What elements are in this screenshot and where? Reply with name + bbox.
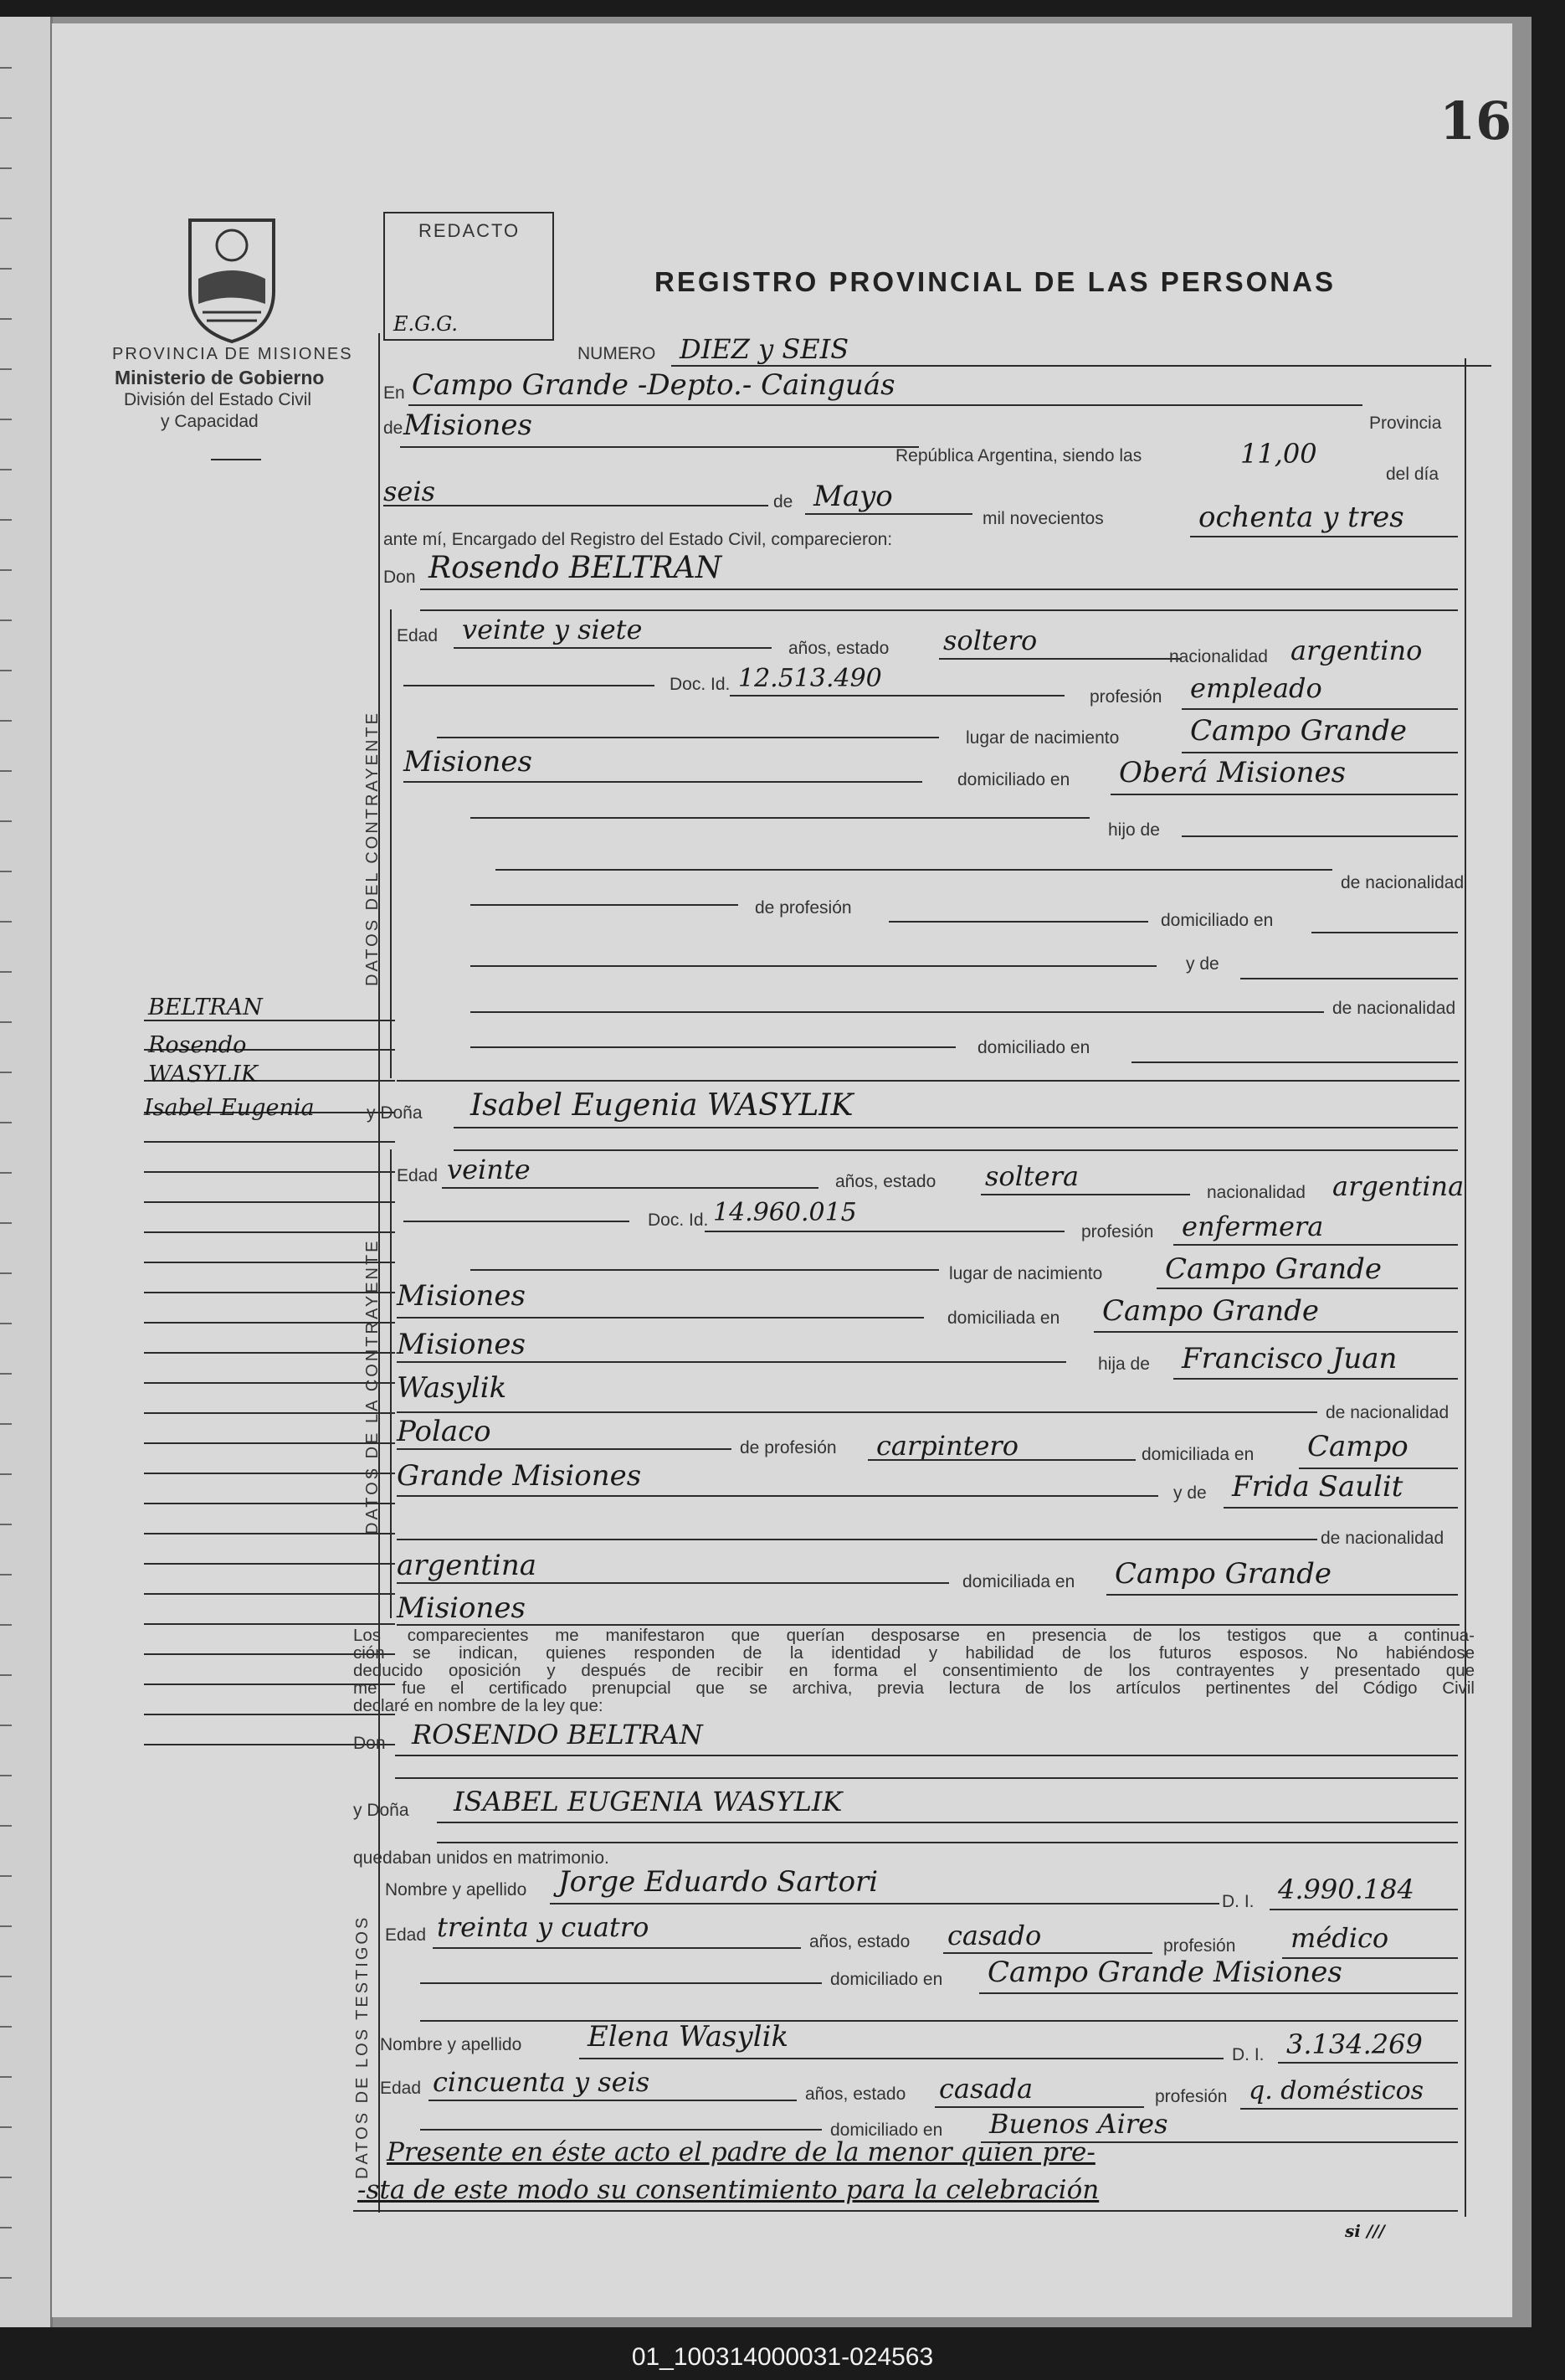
c-lugar-line (1182, 752, 1458, 753)
spine-tick (0, 67, 12, 69)
spine-tick (0, 117, 12, 119)
padre-nac-value: Polaco (397, 1415, 491, 1448)
t2-edad-label: Edad (380, 2079, 422, 2098)
domiciliado-label: domiciliado en (957, 770, 1070, 789)
spine-tick (0, 619, 12, 621)
t1-dom-line (979, 1992, 1458, 1994)
sigue-text: si /// (1345, 2221, 1385, 2241)
t1-nombre-value: Jorge Eduardo Sartori (558, 1865, 879, 1899)
y-de-label: y de (1186, 954, 1219, 974)
issuer-line-3: División del Estado Civil (124, 390, 312, 409)
margin-name-4: Isabel Eugenia (144, 1095, 315, 1121)
c-blank-line-1 (470, 817, 1090, 819)
t1-domiciliado-label: domiciliado en (830, 1970, 943, 1989)
f-domicilio-value: Campo Grande (1102, 1294, 1320, 1328)
nacionalidad-label: nacionalidad (1169, 647, 1268, 666)
form-border-right (1465, 358, 1466, 2217)
issuer-line-4: y Capacidad (161, 412, 259, 431)
t1-profesion-value: médico (1290, 1922, 1389, 1954)
spine-tick (0, 770, 12, 772)
margin-ruled-line (144, 1442, 395, 1444)
spine-tick (0, 720, 12, 722)
madre-dom-value: Campo Grande (1115, 1557, 1332, 1591)
t1-di-value: 4.990.184 (1278, 1874, 1414, 1905)
en-value: Campo Grande -Depto.- Cainguás (412, 368, 895, 402)
statement-line-5: declaré en nombre de la ley que: (353, 1696, 603, 1715)
c-blank-line-8 (470, 1011, 1324, 1013)
t1-estado-value: casado (947, 1920, 1042, 1951)
margin-ruled-line (144, 1141, 395, 1143)
spine-tick (0, 1222, 12, 1224)
profesion-label: profesión (1090, 687, 1162, 707)
spine-tick (0, 2076, 12, 2078)
margin-ruled-line (144, 1322, 395, 1324)
dia-line (383, 505, 768, 506)
nota-line-2: -sta de este modo su consentimiento para la celebración (357, 2175, 1100, 2205)
madre-dom-line (1106, 1594, 1458, 1596)
padre-value-2: Wasylik (397, 1371, 507, 1405)
t2-profesion-value: q. domésticos (1249, 2076, 1424, 2105)
spine-tick (0, 519, 12, 521)
quedaban-text: quedaban unidos en matrimonio. (353, 1848, 609, 1868)
spine-tick (0, 1825, 12, 1827)
c-nacionalidad-value: argentino (1290, 635, 1423, 666)
f-domiciliada-label-2: domiciliada en (1142, 1445, 1255, 1464)
margin-ruled-line (144, 1593, 395, 1595)
don-value: Rosendo BELTRAN (428, 551, 722, 585)
t2-edad-value: cincuenta y seis (433, 2066, 650, 2098)
c-blank-line-11 (397, 1080, 1460, 1082)
t2-domicilio-value: Buenos Aires (989, 2108, 1168, 2140)
f-lugar-line-2 (397, 1317, 924, 1319)
f-de-profesion-label: de profesión (740, 1438, 837, 1457)
t1-edad-line (433, 1947, 801, 1949)
c-lugar-value-2: Misiones (403, 745, 532, 779)
c-domiciliado-label-2: domiciliado en (1161, 911, 1274, 930)
c-doc-value: 12.513.490 (738, 664, 882, 693)
t1-dom-pre-line (420, 1982, 822, 1984)
republica-text: República Argentina, siendo las (895, 446, 1142, 465)
f-lugar-value: Campo Grande (1165, 1252, 1383, 1286)
issuer-line-1: PROVINCIA DE MISIONES (112, 345, 353, 363)
margin-ruled-line (144, 1412, 395, 1414)
padre-nac-line (397, 1448, 731, 1450)
margin-ruled-line (144, 1533, 395, 1534)
spine-tick (0, 1775, 12, 1776)
margin-name-1: BELTRAN (148, 995, 263, 1020)
margin-ruled-line (144, 1231, 395, 1233)
f-domicilio-line (1094, 1331, 1458, 1333)
anio-line (1190, 536, 1458, 537)
c-profesion-line (1182, 708, 1458, 710)
padre-dom-line-2 (397, 1495, 1158, 1497)
don-line-2 (420, 609, 1458, 611)
margin-ruled-line (144, 1201, 395, 1203)
de-mes-label: de (773, 492, 793, 511)
c-blank-line-3 (470, 904, 738, 906)
f-edad-line (442, 1187, 818, 1189)
spine-tick (0, 1122, 12, 1123)
margin-ruled-line (144, 1382, 395, 1384)
spine-tick (0, 1925, 12, 1927)
padre-prof-line (868, 1459, 1136, 1461)
c-blank-line-4 (889, 921, 1148, 923)
spine-tick (0, 167, 12, 169)
c-blank-line-2 (495, 869, 1332, 871)
doc-label: Doc. Id. (670, 675, 731, 694)
f-y-de-label: y de (1173, 1483, 1207, 1503)
padre-dom-value-2: Grande Misiones (397, 1459, 642, 1493)
lugar-nac-label: lugar de nacimiento (966, 728, 1120, 748)
f-profesion-line (1173, 1244, 1458, 1246)
spine-tick (0, 1072, 12, 1073)
f-nacionalidad-label: nacionalidad (1207, 1183, 1306, 1202)
dona-final-line-1 (437, 1822, 1458, 1823)
spine-tick (0, 1473, 12, 1475)
f-doc-label: Doc. Id. (648, 1211, 709, 1230)
spine-tick (0, 1976, 12, 1977)
padre-line (1173, 1378, 1458, 1380)
spine-tick (0, 1172, 12, 1174)
c-blank-line-5 (1311, 932, 1458, 933)
madre-nac-line (397, 1582, 949, 1584)
t1-nombre-line (550, 1903, 1219, 1905)
statement-paragraph (353, 1627, 1475, 1714)
dona-final-line-2 (437, 1842, 1458, 1843)
f-blank-line-1 (397, 1539, 1317, 1540)
margin-ruled-line (144, 1623, 395, 1625)
madre-value: Frida Saulit (1232, 1470, 1403, 1504)
spine-tick (0, 820, 12, 822)
mes-line (805, 513, 972, 515)
spine-tick (0, 2126, 12, 2128)
c-lugar-pre-line (437, 737, 939, 738)
don-final-value: ROSENDO BELTRAN (412, 1719, 703, 1750)
spine-tick (0, 1524, 12, 1525)
t1-profesion-label: profesión (1163, 1936, 1236, 1956)
c-edad-value: veinte y siete (462, 614, 643, 645)
datos-la-contrayente-label: DATOS DE LA CONTRAYENTE (363, 1238, 382, 1534)
t1-di-line (1270, 1909, 1458, 1910)
redacto-box (383, 212, 554, 341)
statement-line-3: deducido oposición y después de recibir en forma el consentimiento de los contrayentes y presentado que (353, 1661, 1475, 1680)
anos-estado-label: años, estado (788, 639, 890, 658)
c-estado-value: soltero (943, 625, 1038, 656)
spine-tick (0, 1423, 12, 1425)
margin-ruled-line (144, 1473, 395, 1474)
spine-tick (0, 2227, 12, 2228)
spine-tick (0, 921, 12, 923)
f-domicilio-line-2 (397, 1361, 1066, 1363)
f-profesion-label: profesión (1081, 1222, 1154, 1241)
margin-ruled-line (144, 1292, 395, 1293)
t2-nombre-line (579, 2058, 1224, 2059)
spine-tick (0, 2026, 12, 2028)
spine-tick (0, 871, 12, 872)
f-edad-value: veinte (447, 1154, 531, 1185)
de-profesion-label: de profesión (755, 898, 852, 918)
en-line (408, 404, 1362, 406)
spine-tick (0, 1272, 12, 1274)
dona-value: Isabel Eugenia WASYLIK (470, 1088, 854, 1123)
c-domicilio-value: Oberá Misiones (1119, 756, 1347, 789)
page-number: 16 (1439, 90, 1512, 152)
spine-tick (0, 1574, 12, 1576)
don-final-line-2 (395, 1777, 1458, 1779)
spine-tick (0, 419, 12, 420)
spine-tick (0, 569, 12, 571)
document-page (52, 23, 1512, 2317)
spine-tick (0, 2277, 12, 2279)
provincia-line (400, 446, 919, 448)
provincia-label: Provincia (1369, 414, 1442, 433)
contrayente-bracket (390, 609, 392, 1078)
c-domicilio-line (1111, 794, 1458, 795)
numero-line (671, 365, 1491, 367)
c-doc-pre-line (403, 685, 654, 686)
spine-tick (0, 670, 12, 671)
padre-line-2 (397, 1411, 1317, 1413)
spine-tick (0, 1323, 12, 1324)
spine-tick (0, 1373, 12, 1375)
don-line-1 (420, 589, 1458, 590)
don-label: Don (383, 568, 416, 587)
de-nacionalidad-label-2: de nacionalidad (1332, 999, 1456, 1018)
margin-ruled-line (144, 1171, 395, 1173)
anio-value: ochenta y tres (1198, 501, 1404, 534)
en-label: En (383, 383, 405, 403)
mes-value: Mayo (813, 480, 893, 513)
t2-nombre-value: Elena Wasylik (588, 2020, 789, 2054)
spine-tick (0, 318, 12, 320)
t1-edad-label: Edad (385, 1925, 427, 1945)
mil-novecientos-label: mil novecientos (983, 509, 1104, 528)
margin-ruled-line (144, 1563, 395, 1565)
f-edad-label: Edad (397, 1166, 439, 1185)
document-title: REGISTRO PROVINCIAL DE LAS PERSONAS (654, 266, 1336, 297)
don-final-line-1 (395, 1755, 1458, 1756)
t2-nombre-label: Nombre y apellido (380, 2035, 522, 2054)
t1-blank-line (420, 2020, 1458, 2022)
divider (211, 459, 261, 460)
f-lugar-value-2: Misiones (397, 1279, 526, 1313)
edad-label: Edad (397, 626, 439, 645)
de-label: de (383, 419, 403, 438)
madre-line (1224, 1507, 1458, 1509)
dia-value: seis (383, 475, 436, 507)
margin-ruled-line (144, 1352, 395, 1354)
numero-label: NUMERO (577, 344, 656, 363)
de-nacionalidad-label: de nacionalidad (1341, 873, 1465, 892)
f-domiciliada-label-3: domiciliada en (962, 1572, 1075, 1591)
c-blank-line-7 (1240, 978, 1458, 979)
c-estado-line (939, 658, 1182, 660)
c-profesion-value: empleado (1190, 672, 1322, 704)
t2-domiciliado-label: domiciliado en (830, 2120, 943, 2140)
t2-anos-estado-label: años, estado (805, 2084, 906, 2104)
contrayente-f-bracket (390, 1149, 392, 1618)
hija-de-label: hija de (1098, 1354, 1150, 1374)
hora-value: 11,00 (1240, 438, 1317, 470)
dona-line-2 (454, 1149, 1458, 1151)
t2-profesion-line (1240, 2108, 1458, 2110)
t2-dom-pre-line (420, 2129, 822, 2131)
f-lugar-pre-line (470, 1269, 939, 1271)
t1-estado-line (943, 1952, 1152, 1954)
spine-tick (0, 1021, 12, 1023)
t2-di-label: D. I. (1232, 2045, 1265, 2064)
c-blank-line-6 (470, 965, 1157, 967)
f-anos-estado-label: años, estado (835, 1172, 936, 1191)
f-nacionalidad-value: argentina (1332, 1170, 1465, 1202)
statement-line-2: ción se indican, quienes responden de la identidad y habilidad de los futuros esposos. No habiéndose (353, 1643, 1475, 1663)
padre-dom-value: Campo (1307, 1430, 1408, 1463)
t2-di-line (1278, 2062, 1458, 2064)
padre-dom-line (1299, 1468, 1458, 1469)
f-doc-pre-line (403, 1221, 629, 1222)
t1-edad-value: treinta y cuatro (437, 1911, 649, 1943)
f-domiciliada-label: domiciliada en (947, 1308, 1060, 1328)
c-domiciliado-label-3: domiciliado en (977, 1038, 1090, 1057)
provincial-seal-icon (177, 212, 286, 346)
statement-line-1: Los comparecientes me manifestaron que querían desposarse en presencia de los testigos que a continua- (353, 1626, 1475, 1645)
c-blank-line-9 (470, 1046, 956, 1048)
y-dona-label: y Doña (367, 1103, 423, 1123)
margin-ruled-line (144, 1262, 395, 1263)
don-final-label: Don (353, 1734, 386, 1753)
t1-nombre-label: Nombre y apellido (385, 1880, 527, 1899)
numero-value: DIEZ y SEIS (680, 333, 849, 365)
issuer-line-2: Ministerio de Gobierno (115, 367, 325, 388)
c-doc-line (730, 695, 1065, 697)
redacto-value: E.G.G. (393, 312, 459, 336)
t2-edad-line (428, 2100, 797, 2101)
dona-line-1 (454, 1127, 1458, 1128)
spine-tick (0, 2177, 12, 2178)
spine-tick (0, 971, 12, 973)
c-edad-line (454, 647, 772, 649)
footer-filename: 01_100314000031-024563 (631, 2343, 934, 2371)
padre-prof-value: carpintero (876, 1430, 1019, 1462)
dona-final-label: y Doña (353, 1801, 409, 1820)
t2-profesion-label: profesión (1155, 2087, 1228, 2106)
f-estado-value: soltera (985, 1160, 1080, 1192)
dona-final-value: ISABEL EUGENIA WASYLIK (454, 1786, 843, 1817)
c-hijo-line (1182, 835, 1458, 837)
f-de-nacionalidad-label-2: de nacionalidad (1321, 1529, 1444, 1548)
f-doc-line (705, 1231, 1065, 1232)
redacto-label: REDACTO (418, 220, 521, 241)
madre-dom-value-2: Misiones (397, 1591, 526, 1625)
padre-value: Francisco Juan (1182, 1342, 1398, 1375)
hijo-de-label: hijo de (1108, 820, 1160, 840)
f-lugar-line (1157, 1288, 1458, 1289)
madre-nac-value: argentina (397, 1549, 537, 1582)
datos-contrayente-label: DATOS DEL CONTRAYENTE (363, 711, 382, 986)
f-doc-value: 14.960.015 (713, 1198, 857, 1227)
nota-line-1: Presente en éste acto el padre de la menor quien pre- (387, 2137, 1096, 2167)
c-lugar-value: Campo Grande (1190, 714, 1408, 748)
spine-tick (0, 368, 12, 370)
t1-di-label: D. I. (1222, 1892, 1255, 1911)
nota-bottom-line (353, 2210, 1458, 2212)
t1-domicilio-value: Campo Grande Misiones (988, 1956, 1342, 1989)
book-spine (0, 17, 53, 2327)
c-lugar-line-2 (403, 781, 922, 783)
spine-tick (0, 268, 12, 270)
margin-name-2: Rosendo (148, 1032, 247, 1058)
t2-estado-value: casada (939, 2073, 1034, 2105)
datos-testigos-label: DATOS DE LOS TESTIGOS (353, 1915, 372, 2179)
t2-di-value: 3.134.269 (1286, 2028, 1423, 2060)
spine-tick (0, 1624, 12, 1626)
provincia-value: Misiones (403, 409, 532, 442)
spine-tick (0, 1875, 12, 1877)
del-dia-label: del día (1386, 465, 1439, 484)
spine-tick (0, 469, 12, 470)
spine-tick (0, 218, 12, 219)
spine-tick (0, 1725, 12, 1726)
c-blank-line-10 (1131, 1061, 1458, 1063)
f-de-nacionalidad-label: de nacionalidad (1326, 1403, 1450, 1422)
margin-name-3: WASYLIK (148, 1061, 258, 1087)
ante-mi-text: ante mí, Encargado del Registro del Estado Civil, comparecieron: (383, 530, 893, 549)
f-estado-line (981, 1194, 1190, 1195)
f-domicilio-value-2: Misiones (397, 1328, 526, 1361)
f-profesion-value: enfermera (1182, 1211, 1324, 1242)
f-lugar-label: lugar de nacimiento (949, 1264, 1103, 1283)
statement-line-4: me fue el certificado prenupcial que se archiva, previa lectura de los artículos pertinentes del Código Civil (353, 1678, 1475, 1698)
t1-anos-estado-label: años, estado (809, 1932, 911, 1951)
spine-tick (0, 1674, 12, 1676)
margin-ruled-line (144, 1503, 395, 1504)
